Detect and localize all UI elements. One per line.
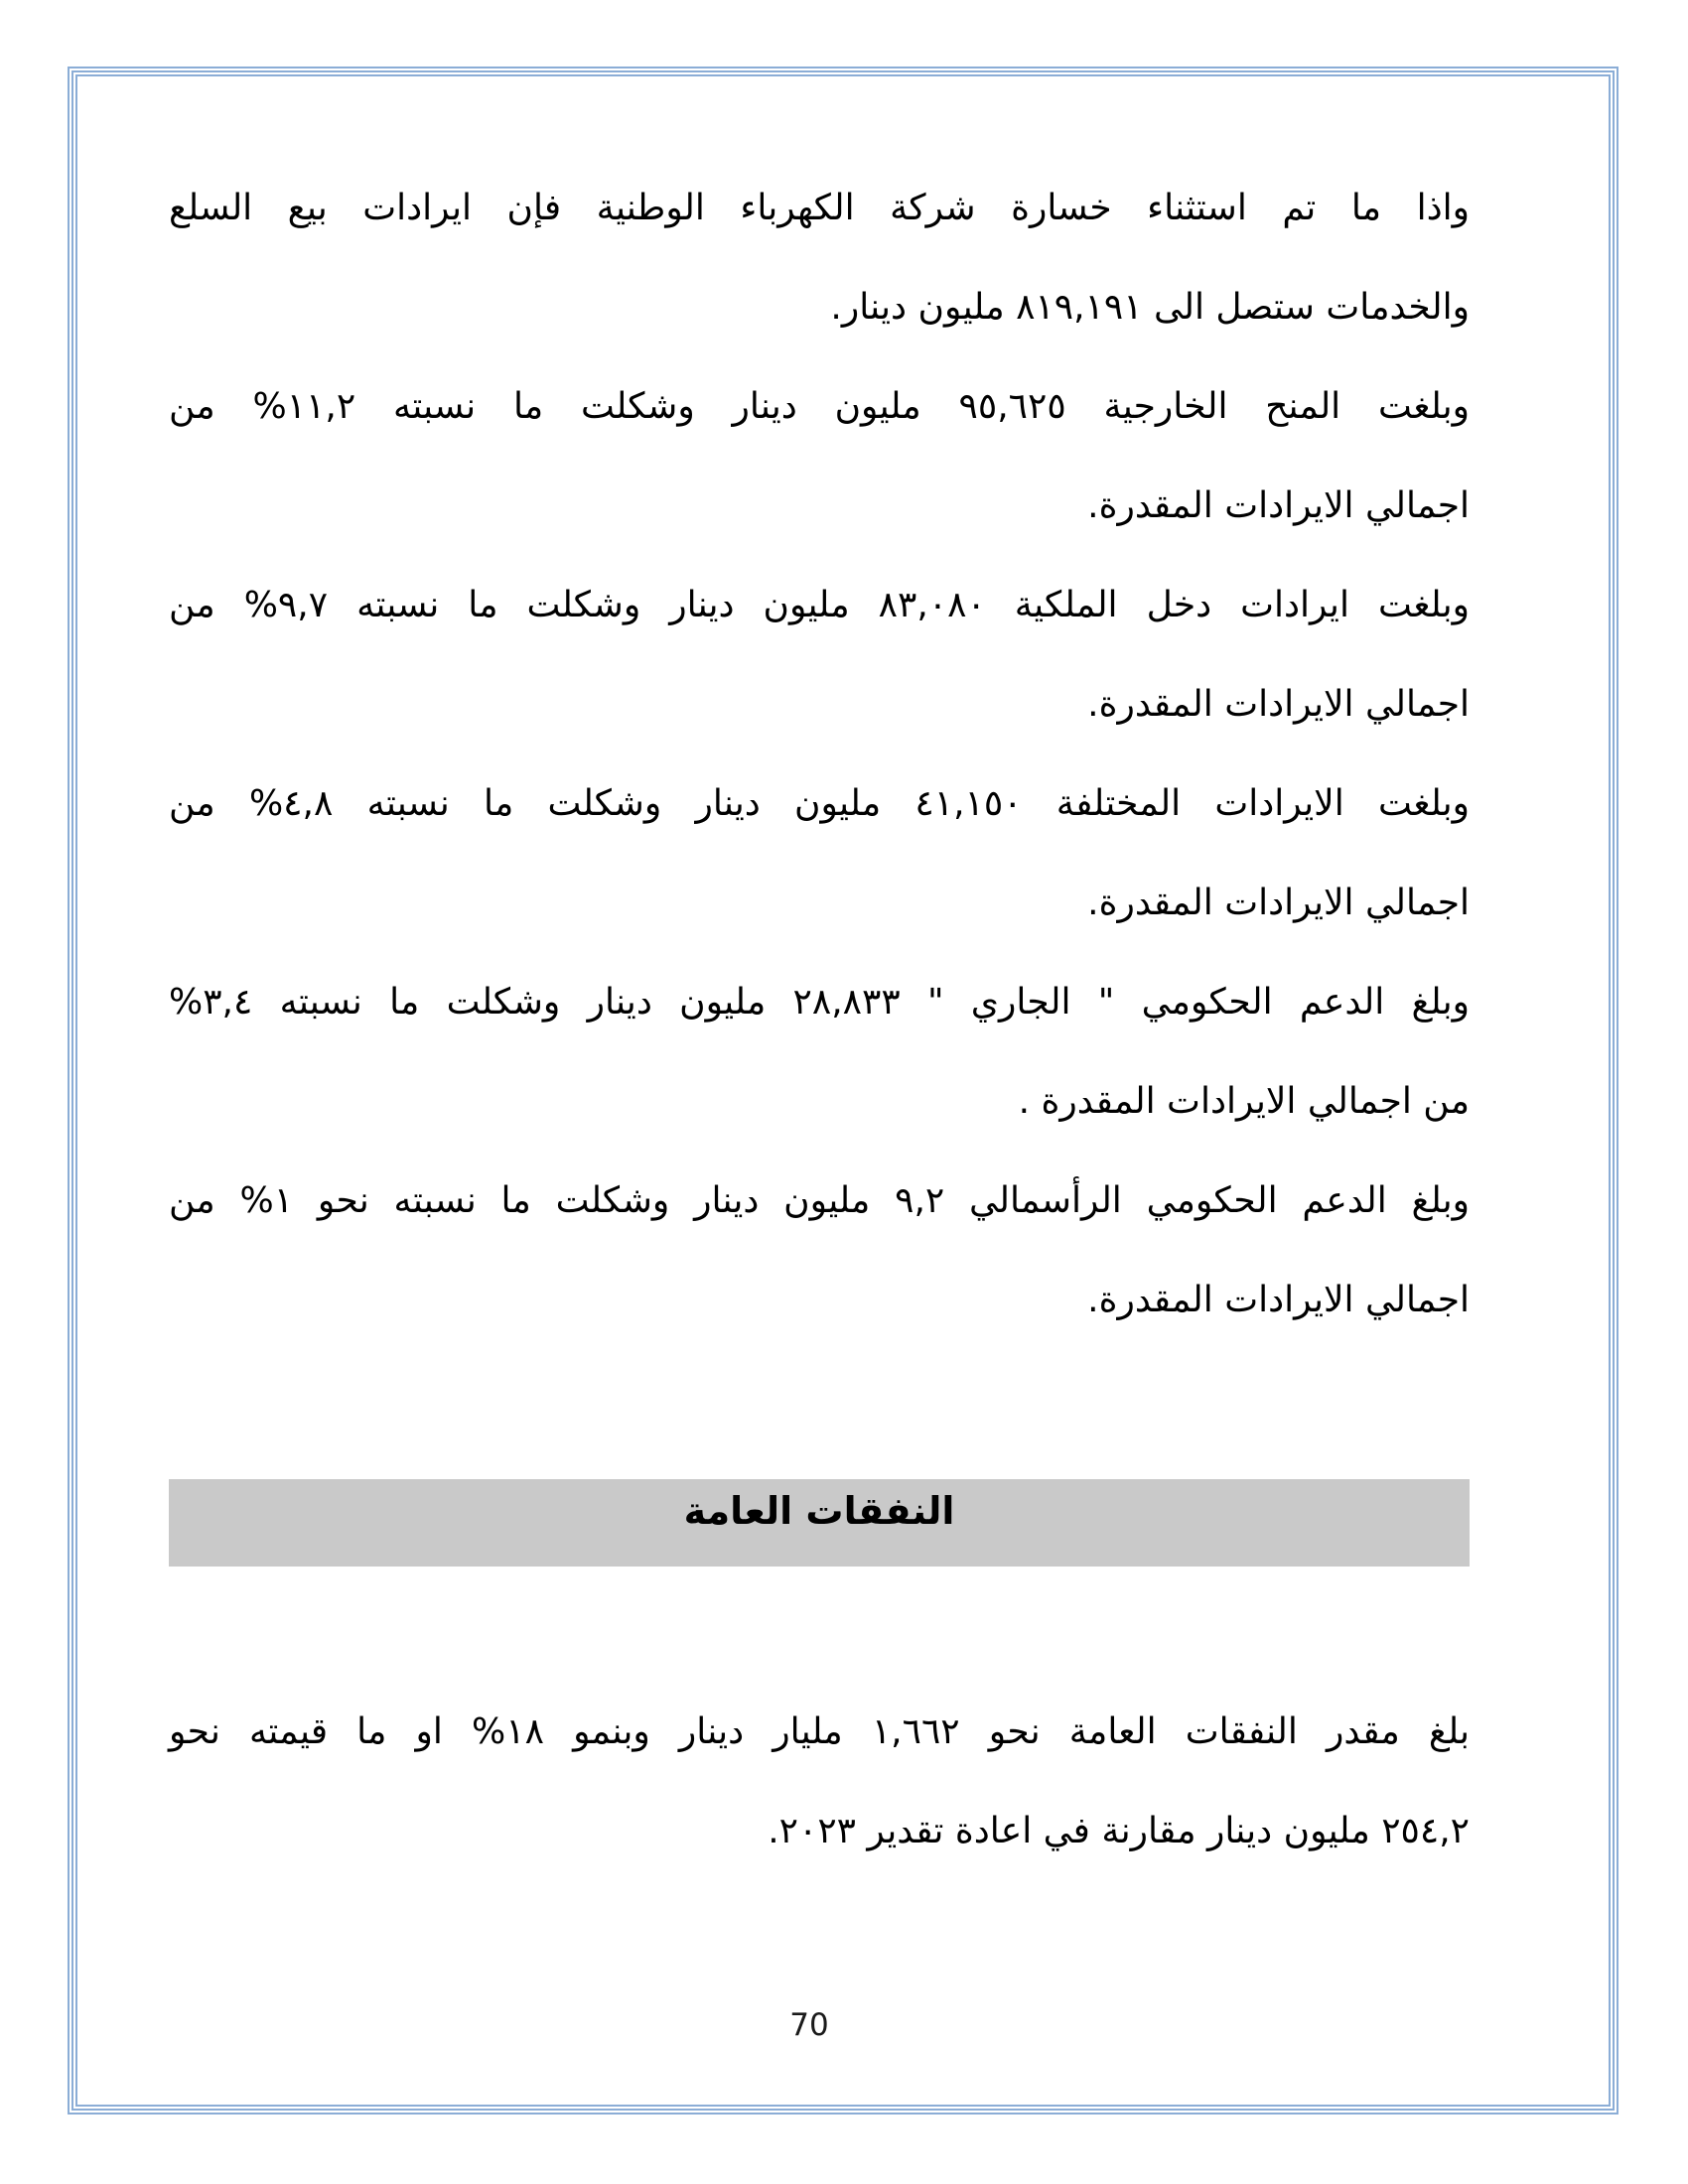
paragraph-current-government-support [169, 953, 1470, 1152]
text-line: وبلغت المنح الخارجية ٩٥,٦٢٥ مليون دينار وشكلت ما نسبته ١١,٢% من [169, 386, 1471, 427]
paragraph-property-income [169, 556, 1470, 754]
paragraph-total-public-expenditures [169, 1683, 1470, 1881]
text-line: والخدمات ستصل الى ٨١٩,١٩١ مليون دينار. [830, 287, 1470, 328]
text-line: بلغ مقدر النفقات العامة نحو ١,٦٦٢ مليار دينار وبنمو ١٨% او ما قيمته نحو [169, 1711, 1471, 1752]
paragraph-capital-government-support [169, 1152, 1470, 1350]
text-line: اجمالي الايرادات المقدرة. [1087, 1280, 1470, 1320]
text-line: اجمالي الايرادات المقدرة. [1087, 684, 1470, 725]
paragraph-miscellaneous-revenues [169, 754, 1470, 953]
text-line: واذا ما تم استثناء خسارة شركة الكهرباء الوطنية فإن ايرادات بيع السلع [169, 188, 1470, 228]
paragraph-goods-services-revenue [169, 159, 1470, 357]
text-line: وبلغ الدعم الحكومي " الجاري " ٢٨,٨٣٣ مليون دينار وشكلت ما نسبته ٣,٤% [169, 982, 1470, 1023]
document-body [169, 159, 1470, 1881]
text-line: من اجمالي الايرادات المقدرة . [1018, 1081, 1470, 1122]
text-line: اجمالي الايرادات المقدرة. [1087, 883, 1470, 923]
text-line: وبلغت ايرادات دخل الملكية ٨٣,٠٨٠ مليون دينار وشكلت ما نسبته ٩,٧% من [169, 585, 1471, 625]
page-number: 70 [789, 2007, 829, 2043]
paragraph-foreign-grants [169, 357, 1470, 556]
text-line: ٢٥٤,٢ مليون دينار مقارنة في اعادة تقدير ٢٠٢٣. [768, 1811, 1470, 1851]
text-line: اجمالي الايرادات المقدرة. [1087, 485, 1470, 526]
text-line: وبلغت الايرادات المختلفة ٤١,١٥٠ مليون دينار وشكلت ما نسبته ٤,٨% من [169, 783, 1471, 824]
section-heading-public-expenditures: النفقات العامة [169, 1479, 1470, 1567]
text-line: وبلغ الدعم الحكومي الرأسمالي ٩,٢ مليون دينار وشكلت ما نسبته نحو ١% من [169, 1180, 1471, 1221]
